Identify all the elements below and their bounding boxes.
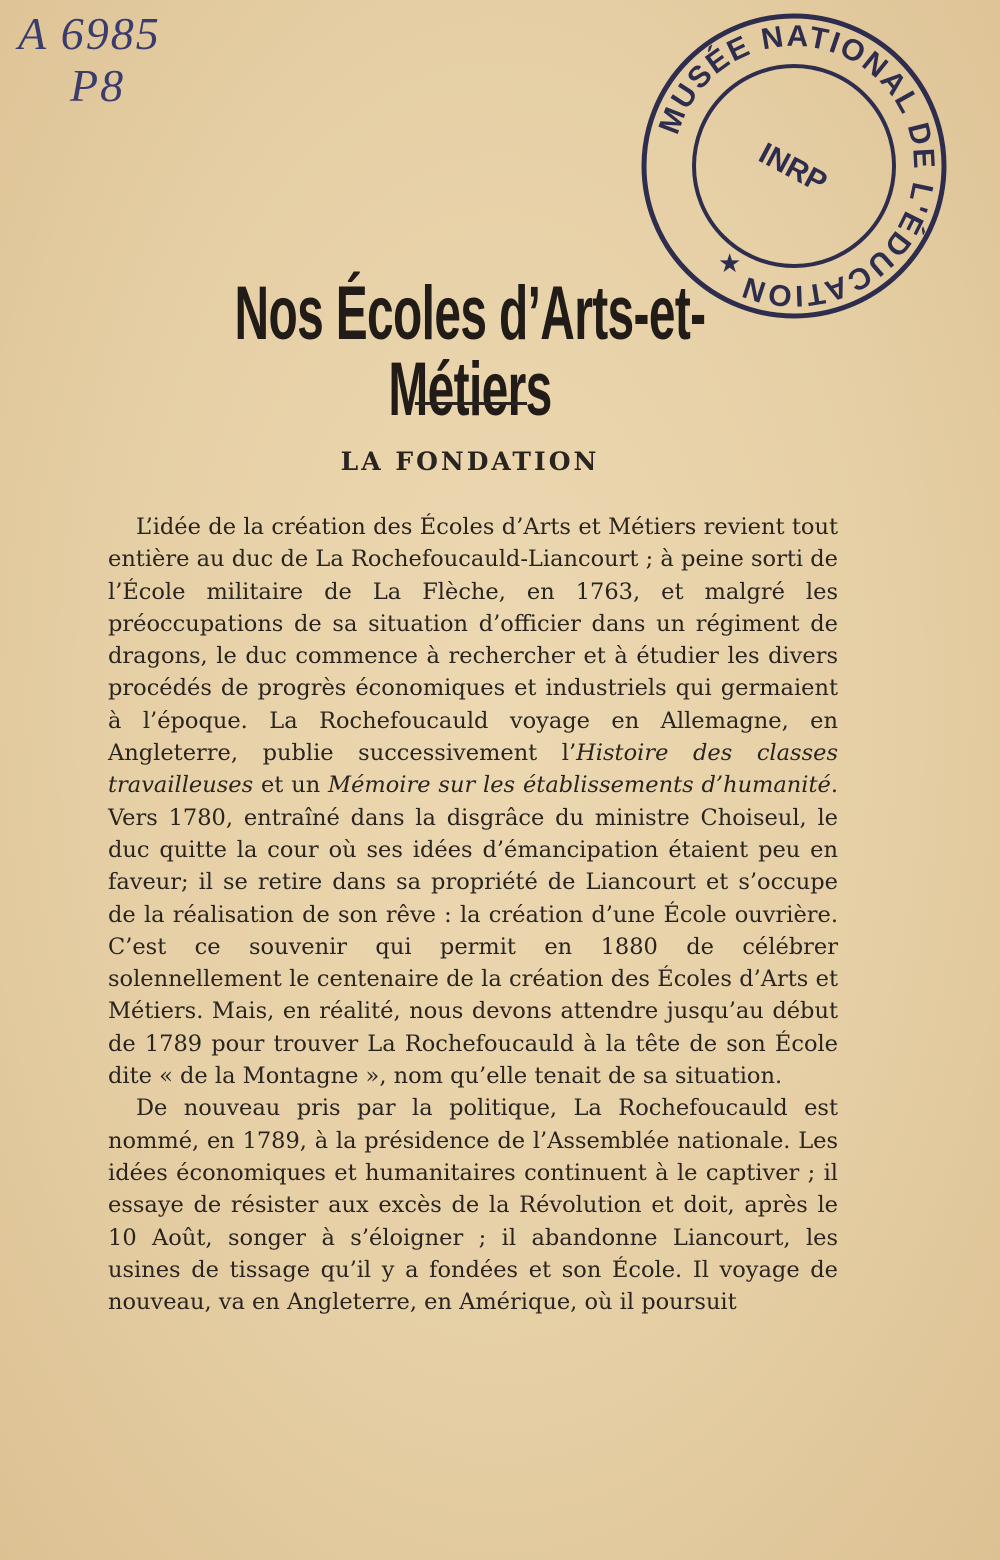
shelfmark-line-1: A 6985 bbox=[18, 8, 161, 59]
handwritten-shelfmark bbox=[18, 10, 161, 111]
paragraph-2: De nouveau pris par la politique, La Rochefoucauld est nommé, en 1789, à la présidence de l’Assemblée nationale. Les idées économiques et humanitaires continuent à le captiver ; il essaye de résister aux excès de la Révolution et doit, après le 10 Août, songer à s’éloigner ; il abandonne Liancourt, les usines de tissage qu’il y a fondées et son École. Il voyage de nouveau, va en Angleterre, en Amérique, où il poursuit bbox=[108, 1095, 838, 1316]
paragraph-1-continuation: . Vers 1780, entraîné dans la disgrâce du ministre Choiseul, le duc quitte la cour où ses idées d’émancipation étaient peu en faveur; il se retire dans sa propriété de Liancourt et s’occupe de la réalisation de son rêve : la création d’une École ouvrière. C’est ce souvenir qui permit en 1880 de célébrer solennellement le centenaire de la création des Écoles d’Arts et Métiers. Mais, en réalité, nous devons attendre jusqu’au début de 1789 pour trouver La Rochefoucauld à la tête de son École dite « de la Montagne », nom qu’elle tenait de sa situation. bbox=[108, 772, 839, 1090]
stamp-star-icon: ★ bbox=[718, 249, 742, 279]
shelfmark-line-2: P8 bbox=[70, 60, 126, 112]
title-divider bbox=[415, 402, 527, 405]
section-heading: LA FONDATION bbox=[340, 447, 600, 476]
body-text bbox=[108, 511, 838, 1318]
stamp-center-text: INRP bbox=[753, 136, 833, 200]
italic-book-title-histoire: Histoire des classes travailleuses bbox=[108, 740, 838, 799]
italic-book-title-memoire: Mémoire sur les établissements d’humanité bbox=[328, 772, 831, 799]
page-title: Nos Écoles d’Arts-et-Métiers bbox=[234, 271, 706, 432]
stamp-ring-text: MUSÉE NATIONAL DE L'ÉDUCATION bbox=[652, 19, 941, 313]
paragraph-1-text: L’idée de la création des Écoles d’Arts et Métiers revient tout entière au duc de La Rochefoucauld-Liancourt ; à peine sorti de l’École militaire de La Flèche, en 1763, et malgré les préoccupations de sa situation d’officier dans un régiment de dragons, le duc commence à rechercher et à étudier les divers procédés de progrès économiques et industriels qui germaient à l’époque. La Rochefoucauld voyage en Allemagne, en Angleterre, publie successivement l’ bbox=[108, 514, 838, 767]
paragraph-1 bbox=[108, 511, 838, 1092]
paragraph-1-connector: et un bbox=[253, 772, 329, 799]
